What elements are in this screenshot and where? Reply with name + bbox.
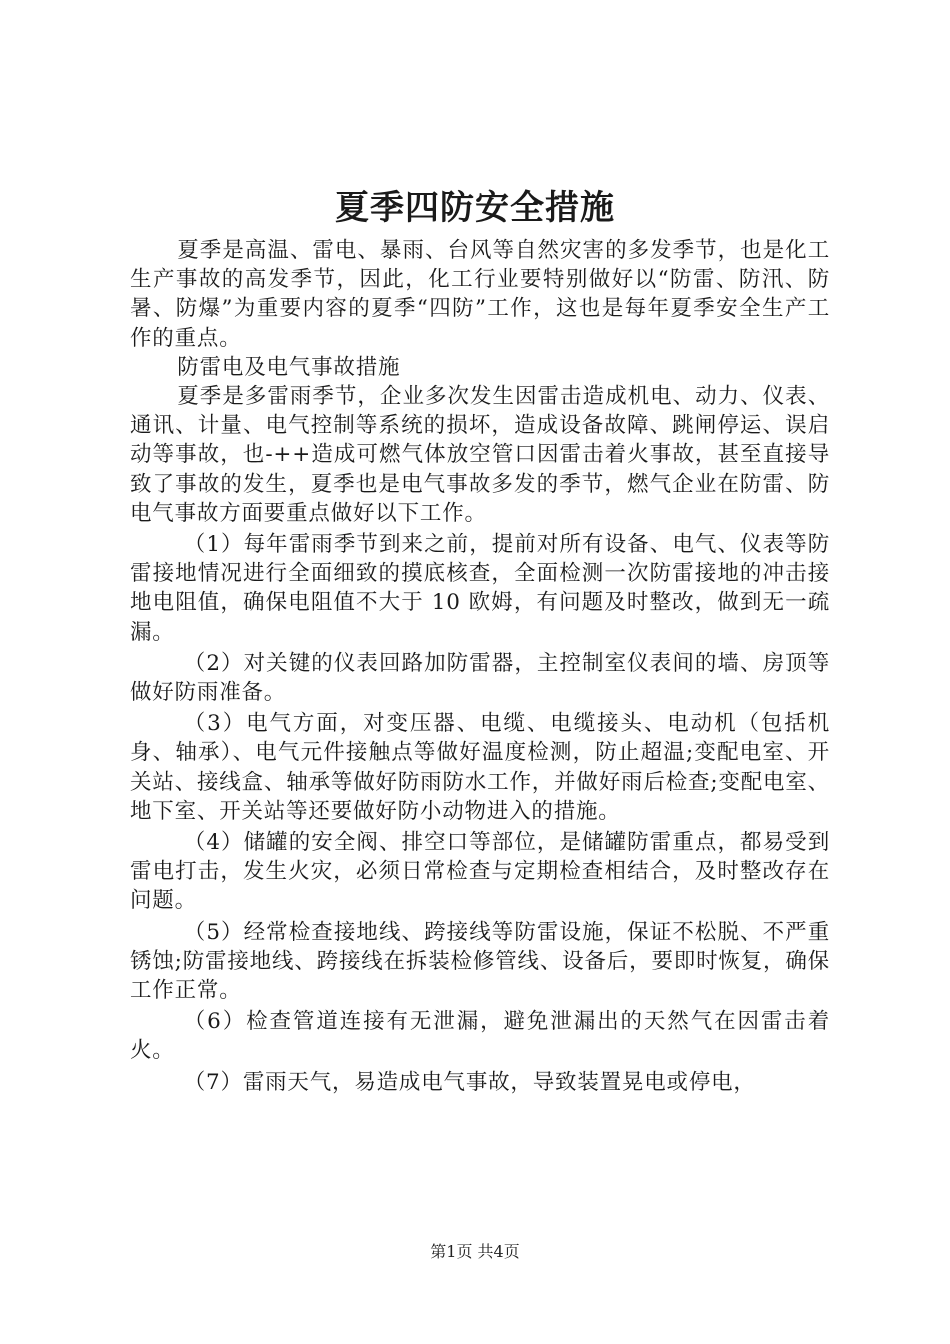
measure-item-3: （3）电气方面，对变压器、电缆、电缆接头、电动机（包括机身、轴承）、电气元件接触点等做好温度检测，防止超温;变配电室、开关站、接线盒、轴承等做好防雨防水工作，并做好雨后检查;变配电室、地下室、开关站等还要做好防小动物进入的措施。 bbox=[130, 711, 830, 824]
measure-item-1: （1）每年雷雨季节到来之前，提前对所有设备、电气、仪表等防雷接地情况进行全面细致的摸底核查，全面检测一次防雷接地的冲击接地电阻值，确保电阻值不大于 10 欧姆，有问题及时整改，做到无一疏漏。 bbox=[130, 532, 830, 645]
intro-paragraph: 夏季是高温、雷电、暴雨、台风等自然灾害的多发季节，也是化工生产事故的高发季节，因此，化工行业要特别做好以“防雷、防汛、防暑、防爆”为重要内容的夏季“四防”工作，这也是每年夏季安全生产工作的重点。 bbox=[130, 238, 830, 351]
measure-item-4: （4）储罐的安全阀、排空口等部位，是储罐防雷重点，都易受到雷电打击，发生火灾，必须日常检查与定期检查相结合，及时整改存在问题。 bbox=[130, 830, 830, 914]
measure-item-5: （5）经常检查接地线、跨接线等防雷设施，保证不松脱、不严重锈蚀;防雷接地线、跨接线在拆装检修管线、设备后，要即时恢复，确保工作正常。 bbox=[130, 919, 830, 1004]
document-body bbox=[130, 236, 830, 1097]
document-title: 夏季四防安全措施 bbox=[335, 188, 615, 228]
section-intro-paragraph: 夏季是多雷雨季节，企业多次发生因雷击造成机电、动力、仪表、通讯、计量、电气控制等系统的损坏，造成设备故障、跳闸停运、误启动等事故，也-++造成可燃气体放空管口因雷击着火事故，甚至直接导致了事故的发生，夏季也是电气事故多发的季节，燃气企业在防雷、防电气事故方面要重点做好以下工作。 bbox=[130, 384, 830, 526]
measure-item-6: （6）检查管道连接有无泄漏，避免泄漏出的天然气在因雷击着火。 bbox=[130, 1009, 830, 1064]
section-heading: 防雷电及电气事故措施 bbox=[177, 354, 401, 380]
page-footer: 第1页 共4页 bbox=[430, 1242, 520, 1261]
measure-item-2: （2）对关键的仪表回路加防雷器，主控制室仪表间的墙、房顶等做好防雨准备。 bbox=[130, 650, 830, 706]
measure-item-7: （7）雷雨天气，易造成电气事故，导致装置晃电或停电， bbox=[183, 1069, 756, 1095]
